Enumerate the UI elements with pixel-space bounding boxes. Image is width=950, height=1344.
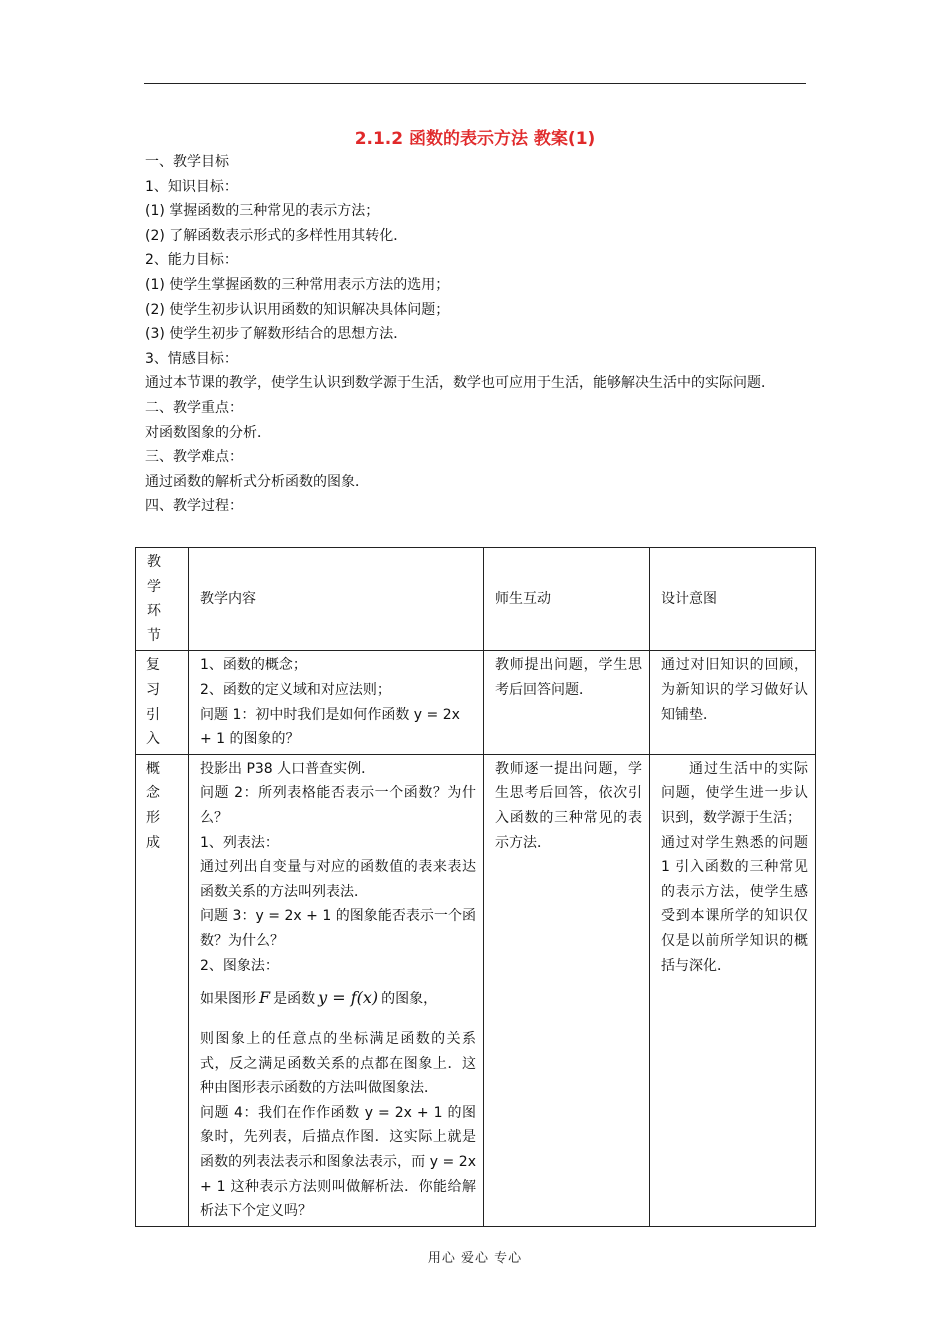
emotion-heading: 3、情感目标：: [145, 350, 238, 367]
definition-text: 如果图形: [200, 991, 256, 1008]
header-intent: 设计意图: [650, 548, 816, 651]
row2-content-line: 则图象上的任意点的坐标满足函数的关系式，反之满足函数关系的点都在图象上．这种由图形表示函数的方法叫做图象法．: [200, 1031, 476, 1097]
row1-interaction: 教师提出问题，学生思考后回答问题．: [484, 651, 650, 754]
definition-text: 的图象，: [381, 991, 438, 1008]
row1-intent: 通过对旧知识的回顾，为新知识的学习做好认知铺垫．: [650, 651, 816, 754]
row2-intent-para: 通过对学生熟悉的问题 1 引入函数的三种常见的表示方法，使学生感受到本课所学的知识仅仅是以前所学知识的概括与深化．: [661, 834, 808, 974]
knowledge-item-1: (1) 掌握函数的三种常见的表示方法；: [145, 203, 380, 220]
difficulty-heading: 三、教学难点：: [145, 449, 243, 466]
ability-item-2: (2) 使学生初步认识用函数的知识解决具体问题；: [145, 301, 450, 318]
goals-heading: 一、教学目标: [145, 154, 229, 170]
row2-content-line: 问题 3：y = 2x + 1 的图象能否表示一个函数？为什么？: [200, 908, 476, 949]
focus-heading: 二、教学重点：: [145, 399, 243, 416]
graph-definition-line: [200, 978, 476, 1027]
row1-content-line: 1、函数的概念；: [200, 657, 307, 674]
row2-content-line: 问题 4：我们在作作函数 y = 2x + 1 的图象时，先列表，后描点作图．这实际上就是函数的列表法表示和图象法表示，而 y = 2x + 1 这种表示方法则叫做解析法．你能给解析法下个定义吗？: [200, 1104, 476, 1220]
difficulty-text: 通过函数的解析式分析函数的图象．: [145, 473, 369, 490]
row2-content: [189, 754, 484, 1226]
row2-content-line: 问题 2：所列表格能否表示一个函数？为什么？: [200, 785, 476, 826]
definition-text: 是函数: [273, 991, 316, 1008]
row2-stage: 概念形成: [136, 754, 189, 1226]
focus-text: 对函数图象的分析．: [145, 424, 271, 441]
ability-item-1: (1) 使学生掌握函数的三种常用表示方法的选用；: [145, 276, 450, 293]
process-heading: 四、教学过程：: [145, 498, 243, 515]
page-footer: 用心 爱心 专心: [427, 1251, 523, 1266]
math-symbol-F: F: [259, 988, 271, 1008]
table-row: [136, 651, 816, 754]
row1-content-line: 问题 1：初中时我们是如何作函数 y = 2x + 1 的图象的？: [200, 706, 460, 748]
row2-intent: [650, 754, 816, 1226]
header-interaction: 师生互动: [484, 548, 650, 651]
row2-intent-para: 通过生活中的实际问题，使学生进一步认识到，数学源于生活；: [661, 760, 808, 826]
ability-item-3: (3) 使学生初步了解数形结合的思想方法．: [145, 326, 408, 343]
row2-interaction: 教师逐一提出问题，学生思考后回答，依次引入函数的三种常见的表示方法．: [484, 754, 650, 1226]
teaching-process-table: [135, 547, 816, 1227]
page-title: 2.1.2 函数的表示方法 教案(1): [354, 129, 596, 149]
row2-content-line: 通过列出自变量与对应的函数值的表来表达函数关系的方法叫列表法．: [200, 859, 476, 900]
row1-content: [189, 651, 484, 754]
row1-stage: 复习引入: [136, 651, 189, 754]
row2-content-line: 投影出 P38 人口普查实例．: [200, 760, 376, 777]
emotion-text: 通过本节课的教学，使学生认识到数学源于生活，数学也可应用于生活，能够解决生活中的实际问题．: [145, 375, 775, 392]
header-content: 教学内容: [189, 548, 484, 651]
math-function: y = f(x): [318, 988, 379, 1008]
knowledge-heading: 1、知识目标：: [145, 178, 238, 195]
table-header-row: [136, 548, 816, 651]
header-rule: [144, 83, 806, 84]
row2-content-line: 1、列表法：: [200, 834, 279, 851]
row2-content-line: 2、图象法：: [200, 957, 279, 974]
ability-heading: 2、能力目标：: [145, 252, 238, 269]
header-stage: 教学环节: [136, 548, 189, 651]
table-row: [136, 754, 816, 1226]
row1-content-line: 2、函数的定义域和对应法则；: [200, 681, 391, 698]
lesson-objectives: [145, 150, 810, 519]
knowledge-item-2: (2) 了解函数表示形式的多样性用其转化．: [145, 227, 408, 244]
